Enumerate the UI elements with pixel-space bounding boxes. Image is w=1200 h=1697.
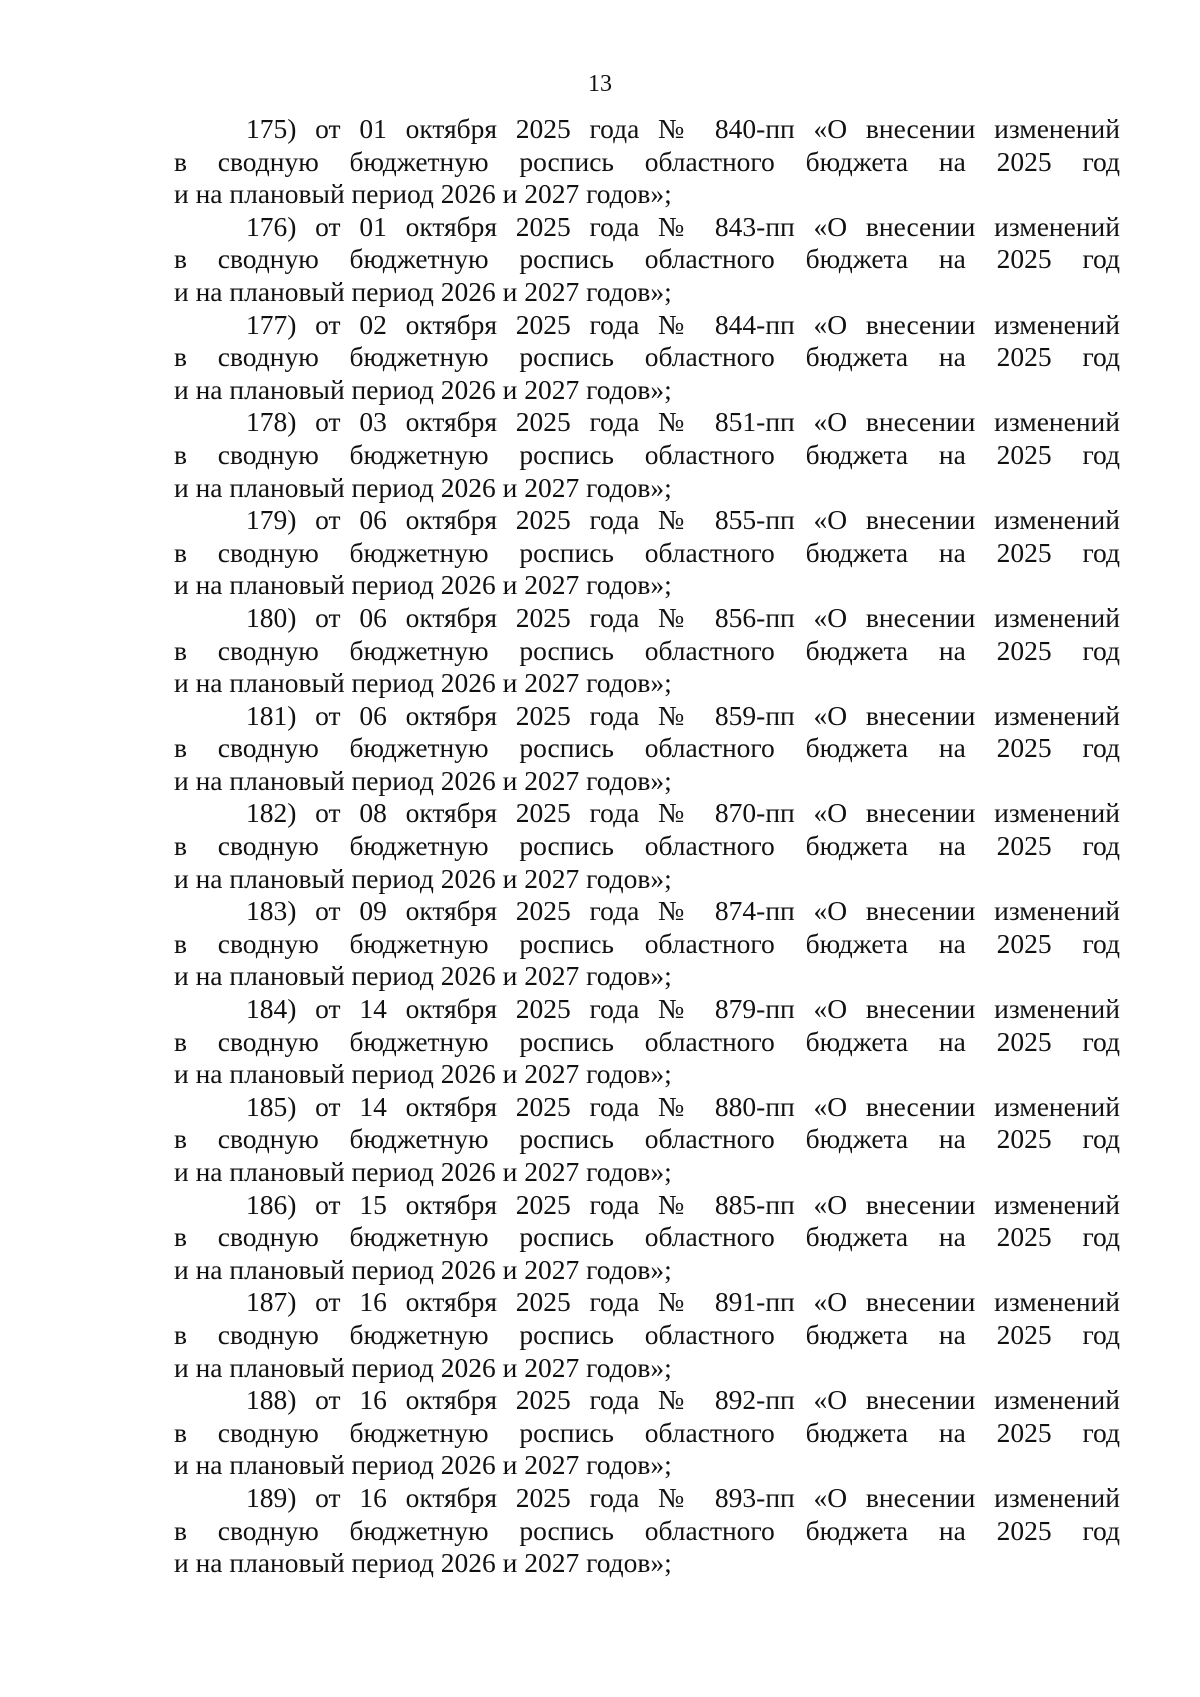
item-second-line: в сводную бюджетную роспись областного бюджета на 2025 год: [174, 536, 1120, 568]
list-item: [174, 895, 1120, 993]
item-third-line: и на плановый период 2026 и 2027 годов»;: [174, 1449, 672, 1481]
item-third-line: и на плановый период 2026 и 2027 годов»;: [174, 1351, 672, 1383]
item-third-line: и на плановый период 2026 и 2027 годов»;: [174, 471, 672, 503]
document-body: [174, 113, 1120, 1580]
item-first-line: 184) от 14 октября 2025 года № 879-пп «О внесении изменений: [246, 993, 1120, 1025]
item-second-line: в сводную бюджетную роспись областного бюджета на 2025 год: [174, 438, 1120, 470]
list-item: [174, 1091, 1120, 1189]
item-first-line: 183) от 09 октября 2025 года № 874-пп «О внесении изменений: [246, 895, 1120, 927]
list-item: [174, 504, 1120, 602]
item-second-line: в сводную бюджетную роспись областного бюджета на 2025 год: [174, 732, 1120, 764]
item-first-line: 179) от 06 октября 2025 года № 855-пп «О внесении изменений: [246, 504, 1120, 536]
item-third-line: и на плановый период 2026 и 2027 годов»;: [174, 1253, 672, 1285]
item-second-line: в сводную бюджетную роспись областного бюджета на 2025 год: [174, 830, 1120, 862]
item-third-line: и на плановый период 2026 и 2027 годов»;: [174, 178, 672, 210]
item-third-line: и на плановый период 2026 и 2027 годов»;: [174, 1058, 672, 1090]
item-second-line: в сводную бюджетную роспись областного бюджета на 2025 год: [174, 243, 1120, 275]
item-first-line: 176) от 01 октября 2025 года № 843-пп «О внесении изменений: [246, 210, 1120, 242]
item-third-line: и на плановый период 2026 и 2027 годов»;: [174, 275, 672, 307]
list-item: [174, 211, 1120, 309]
list-item: [174, 700, 1120, 798]
page-number: 13: [588, 71, 612, 97]
list-item: [174, 1384, 1120, 1482]
list-item: [174, 602, 1120, 700]
item-first-line: 181) от 06 октября 2025 года № 859-пп «О внесении изменений: [246, 699, 1120, 731]
list-item: [174, 1286, 1120, 1384]
list-item: [174, 309, 1120, 407]
item-first-line: 178) от 03 октября 2025 года № 851-пп «О внесении изменений: [246, 406, 1120, 438]
item-second-line: в сводную бюджетную роспись областного бюджета на 2025 год: [174, 145, 1120, 177]
item-first-line: 188) от 16 октября 2025 года № 892-пп «О внесении изменений: [246, 1384, 1120, 1416]
list-item: [174, 1482, 1120, 1580]
item-first-line: 185) от 14 октября 2025 года № 880-пп «О внесении изменений: [246, 1090, 1120, 1122]
item-third-line: и на плановый период 2026 и 2027 годов»;: [174, 1156, 672, 1187]
list-item: [174, 1189, 1120, 1287]
item-second-line: в сводную бюджетную роспись областного бюджета на 2025 год: [174, 1416, 1120, 1448]
item-third-line: и на плановый период 2026 и 2027 годов»;: [174, 667, 672, 699]
item-second-line: в сводную бюджетную роспись областного бюджета на 2025 год: [174, 927, 1120, 959]
list-item: [174, 797, 1120, 895]
item-second-line: в сводную бюджетную роспись областного бюджета на 2025 год: [174, 634, 1120, 666]
item-third-line: и на плановый период 2026 и 2027 годов»;: [174, 764, 672, 796]
list-item: [174, 993, 1120, 1091]
item-second-line: в сводную бюджетную роспись областного бюджета на 2025 год: [174, 1123, 1120, 1155]
item-first-line: 186) от 15 октября 2025 года № 885-пп «О внесении изменений: [246, 1188, 1120, 1220]
item-second-line: в сводную бюджетную роспись областного бюджета на 2025 год: [174, 1514, 1120, 1546]
list-item: [174, 406, 1120, 504]
item-first-line: 175) от 01 октября 2025 года № 840-пп «О внесении изменений: [246, 113, 1120, 144]
item-third-line: и на плановый период 2026 и 2027 годов»;: [174, 569, 672, 601]
item-third-line: и на плановый период 2026 и 2027 годов»;: [174, 862, 672, 894]
item-third-line: и на плановый период 2026 и 2027 годов»;: [174, 1547, 672, 1579]
item-third-line: и на плановый период 2026 и 2027 годов»;: [174, 960, 672, 992]
item-second-line: в сводную бюджетную роспись областного бюджета на 2025 год: [174, 1025, 1120, 1057]
list-item: [174, 113, 1120, 211]
item-second-line: в сводную бюджетную роспись областного бюджета на 2025 год: [174, 1318, 1120, 1350]
item-third-line: и на плановый период 2026 и 2027 годов»;: [174, 373, 672, 405]
item-second-line: в сводную бюджетную роспись областного бюджета на 2025 год: [174, 1221, 1120, 1253]
item-first-line: 182) от 08 октября 2025 года № 870-пп «О внесении изменений: [246, 797, 1120, 829]
item-first-line: 189) от 16 октября 2025 года № 893-пп «О внесении изменений: [246, 1481, 1120, 1513]
item-first-line: 180) от 06 октября 2025 года № 856-пп «О внесении изменений: [246, 601, 1120, 633]
item-first-line: 177) от 02 октября 2025 года № 844-пп «О внесении изменений: [246, 308, 1120, 340]
item-first-line: 187) от 16 октября 2025 года № 891-пп «О внесении изменений: [246, 1286, 1120, 1318]
item-second-line: в сводную бюджетную роспись областного бюджета на 2025 год: [174, 341, 1120, 373]
